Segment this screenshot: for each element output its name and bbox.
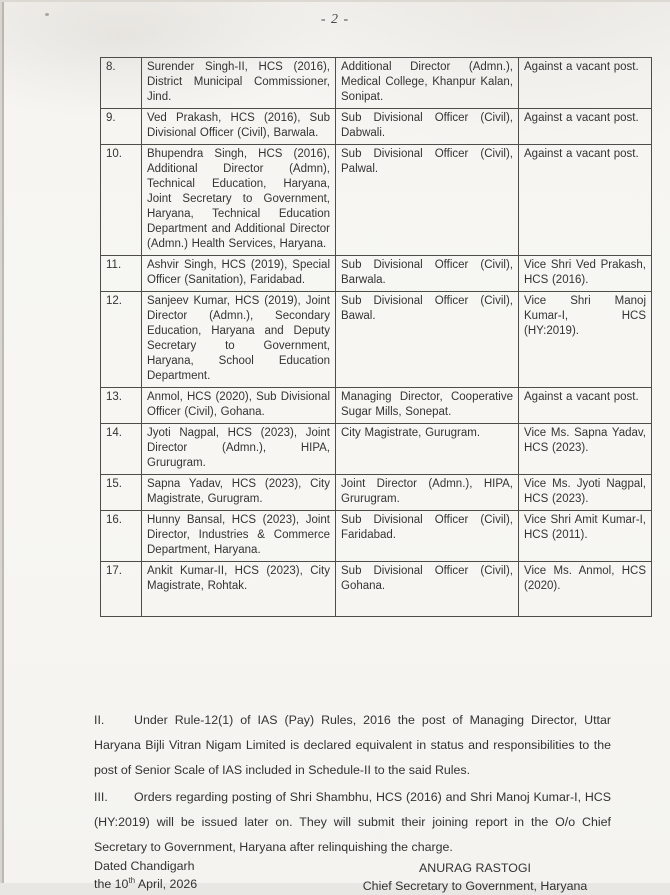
- row-serial-number: 8.: [101, 58, 142, 109]
- row-officer-details: Surender Singh-II, HCS (2016), District Municipal Commissioner, Jind.: [142, 58, 336, 109]
- transfer-table-body: [101, 58, 652, 617]
- scan-edge-artifact: [0, 0, 670, 2]
- table-row: [101, 511, 652, 562]
- row-new-posting: City Magistrate, Gurugram.: [336, 424, 519, 475]
- row-officer-details: Ashvir Singh, HCS (2019), Special Officer (Sanitation), Faridabad.: [142, 256, 336, 292]
- table-row: [101, 475, 652, 511]
- paragraph-text: Under Rule-12(1) of IAS (Pay) Rules, 2016 the post of Managing Director, Uttar Haryana Bijli Vitran Nigam Limited is declared equivalent in status and responsibilities to the post of Senior Scale of IAS included in Schedule-II to the said Rules.: [94, 713, 611, 777]
- scan-edge-artifact: [2, 0, 4, 883]
- order-paragraph: [94, 785, 611, 860]
- row-serial-number: 12.: [101, 292, 142, 388]
- dateline-block: [94, 857, 197, 893]
- table-row: [101, 58, 652, 109]
- row-new-posting: Sub Divisional Officer (Civil), Bawal.: [336, 292, 519, 388]
- page-number: - 2 -: [320, 12, 350, 27]
- row-vice-remarks: Vice Shri Ved Prakash, HCS (2016).: [519, 256, 652, 292]
- signatory-name: ANURAG RASTOGI: [419, 861, 531, 875]
- row-serial-number: 17.: [101, 562, 142, 617]
- transfer-posting-table: [100, 57, 652, 617]
- row-serial-number: 16.: [101, 511, 142, 562]
- row-vice-remarks: Against a vacant post.: [519, 58, 652, 109]
- table-row: [101, 292, 652, 388]
- row-officer-details: Hunny Bansal, HCS (2023), Joint Director, Industries & Commerce Department, Haryana.: [142, 511, 336, 562]
- row-serial-number: 15.: [101, 475, 142, 511]
- table-row: [101, 145, 652, 256]
- order-paragraph: [94, 708, 611, 783]
- row-vice-remarks: Against a vacant post.: [519, 109, 652, 145]
- row-vice-remarks: Vice Ms. Sapna Yadav, HCS (2023).: [519, 424, 652, 475]
- row-serial-number: 14.: [101, 424, 142, 475]
- row-officer-details: Ved Prakash, HCS (2016), Sub Divisional Officer (Civil), Barwala.: [142, 109, 336, 145]
- row-officer-details: Bhupendra Singh, HCS (2016), Additional Director (Admn), Technical Education, Haryana, Joint Secretary to Government, Haryana, Technical Education Department and Additional Director (Admn.) Health Services, Haryana.: [142, 145, 336, 256]
- order-paragraphs: [94, 708, 611, 862]
- row-serial-number: 13.: [101, 388, 142, 424]
- row-new-posting: Additional Director (Admn.), Medical College, Khanpur Kalan, Sonipat.: [336, 58, 519, 109]
- signature-block: [330, 859, 620, 895]
- table-row: [101, 562, 652, 617]
- dateline-place: Dated Chandigarh: [94, 859, 195, 873]
- row-new-posting: Managing Director, Cooperative Sugar Mills, Sonepat.: [336, 388, 519, 424]
- table-row: [101, 256, 652, 292]
- paragraph-text: Orders regarding posting of Shri Shambhu, HCS (2016) and Shri Manoj Kumar-I, HCS (HY:2019) will be issued later on. They will submit their joining report in the O/o Chief Secretary to Government, Haryana after relinquishing the charge.: [94, 790, 611, 854]
- dateline-date: the 10th April, 2026: [94, 875, 198, 891]
- row-new-posting: Sub Divisional Officer (Civil), Barwala.: [336, 256, 519, 292]
- paragraph-number: II.: [94, 713, 105, 727]
- row-officer-details: Jyoti Nagpal, HCS (2023), Joint Director (Admn.), HIPA, Grurugram.: [142, 424, 336, 475]
- row-new-posting: Joint Director (Admn.), HIPA, Grurugram.: [336, 475, 519, 511]
- row-serial-number: 10.: [101, 145, 142, 256]
- table-row: [101, 388, 652, 424]
- row-new-posting: Sub Divisional Officer (Civil), Faridabad.: [336, 511, 519, 562]
- signatory-title: Chief Secretary to Government, Haryana: [362, 879, 588, 893]
- row-vice-remarks: Vice Ms. Jyoti Nagpal, HCS (2023).: [519, 475, 652, 511]
- row-officer-details: Sanjeev Kumar, HCS (2019), Joint Director (Admn.), Secondary Education, Haryana and Deputy Secretary to Government, Haryana, School Education Department.: [142, 292, 336, 388]
- row-officer-details: Ankit Kumar-II, HCS (2023), City Magistrate, Rohtak.: [142, 562, 336, 617]
- row-vice-remarks: Vice Shri Amit Kumar-I, HCS (2011).: [519, 511, 652, 562]
- table-row: [101, 424, 652, 475]
- row-new-posting: Sub Divisional Officer (Civil), Palwal.: [336, 145, 519, 256]
- row-new-posting: Sub Divisional Officer (Civil), Gohana.: [336, 562, 519, 617]
- paragraph-number: III.: [94, 790, 108, 804]
- row-vice-remarks: Against a vacant post.: [519, 145, 652, 256]
- row-vice-remarks: Vice Ms. Anmol, HCS (2020).: [519, 562, 652, 617]
- row-new-posting: Sub Divisional Officer (Civil), Dabwali.: [336, 109, 519, 145]
- row-vice-remarks: Against a vacant post.: [519, 388, 652, 424]
- row-serial-number: 11.: [101, 256, 142, 292]
- row-vice-remarks: Vice Shri Manoj Kumar-I, HCS (HY:2019).: [519, 292, 652, 388]
- date-ordinal-superscript: th: [128, 875, 136, 885]
- row-officer-details: Sapna Yadav, HCS (2023), City Magistrate, Gurugram.: [142, 475, 336, 511]
- row-officer-details: Anmol, HCS (2020), Sub Divisional Officer (Civil), Gohana.: [142, 388, 336, 424]
- table-row: [101, 109, 652, 145]
- row-serial-number: 9.: [101, 109, 142, 145]
